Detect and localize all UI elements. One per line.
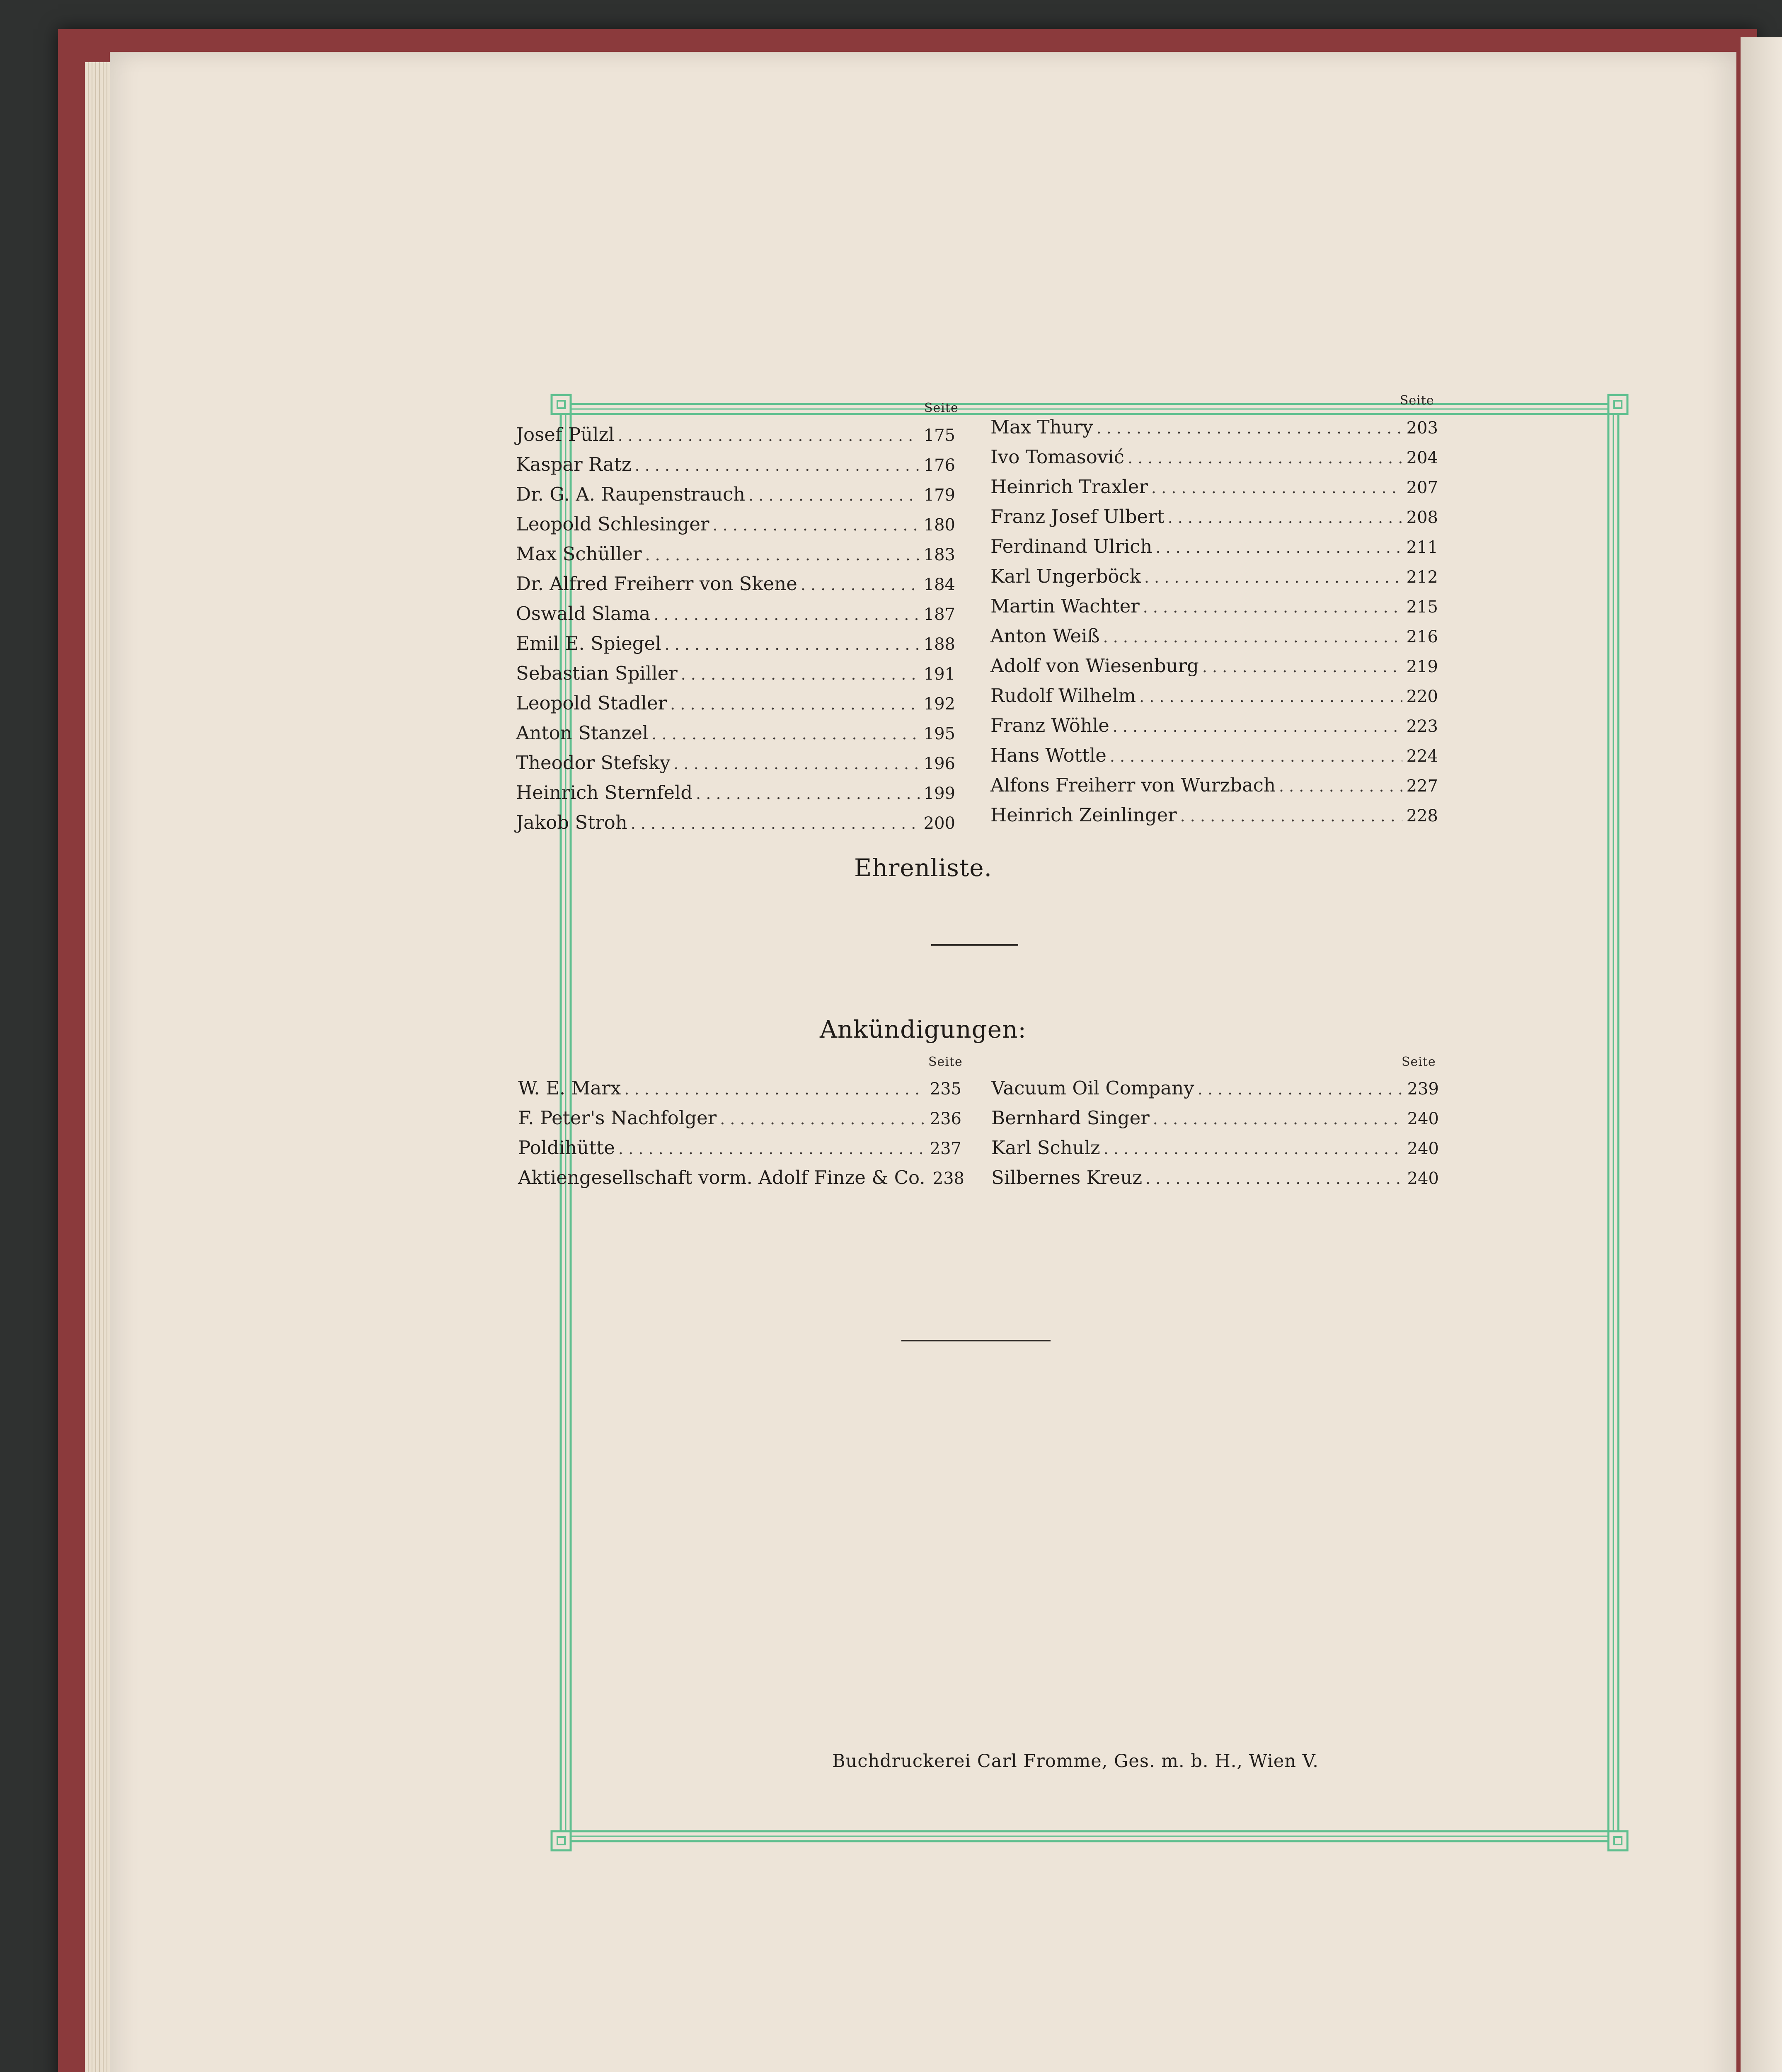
- left-column-header: Seite: [924, 401, 959, 415]
- list-item: Heinrich Sternfeld . . . 199: [516, 778, 955, 808]
- ads-right-column: [991, 1073, 1439, 1193]
- list-item: Alfons Freiherr von Wurzbach . . . 227: [990, 770, 1438, 800]
- list-item: Hans Wottle . . . 224: [990, 741, 1438, 770]
- list-item: Bernhard Singer . . . 240: [991, 1103, 1439, 1133]
- printer-imprint: Buchdruckerei Carl Fromme, Ges. m. b. H., Wien V.: [832, 1751, 1319, 1772]
- list-item: Heinrich Zeinlinger . . . 228: [990, 800, 1438, 830]
- list-item: Theodor Stefsky . . . 196: [516, 748, 955, 778]
- list-item: Karl Ungerböck . . . 212: [990, 562, 1438, 591]
- divider-rule-long: [901, 1340, 1051, 1341]
- list-item: Emil E. Spiegel . . . 188: [516, 629, 955, 658]
- list-item: Aktiengesellschaft vorm. Adolf Finze & Co. 238: [518, 1167, 964, 1188]
- list-item: Silbernes Kreuz . . . 240: [991, 1163, 1439, 1193]
- list-item: Ivo Tomasović . . . 204: [990, 442, 1438, 472]
- list-item: Anton Stanzel . . . 195: [516, 718, 955, 748]
- list-item: W. E. Marx . . . 235: [518, 1073, 961, 1103]
- section-heading-ads: Ankündigungen:: [820, 1015, 1027, 1043]
- list-item: Franz Wöhle . . . 223: [990, 711, 1438, 741]
- list-item: Oswald Slama . . . 187: [516, 599, 955, 629]
- list-item: Jakob Stroh . . . 200: [516, 808, 955, 838]
- list-item: Vacuum Oil Company . . . 239: [991, 1073, 1439, 1103]
- right-column-header: Seite: [1400, 393, 1434, 408]
- list-item: Rudolf Wilhelm . . . 220: [990, 681, 1438, 711]
- list-item: Josef Pülzl . . . 175: [516, 420, 955, 450]
- list-item: Anton Weiß . . . 216: [990, 621, 1438, 651]
- list-item: Karl Schulz . . . 240: [991, 1133, 1439, 1163]
- list-item: Leopold Stadler . . . 192: [516, 688, 955, 718]
- list-item: Max Thury . . . 203: [990, 412, 1438, 442]
- ads-left-column-header: Seite: [928, 1055, 963, 1069]
- list-item: Max Schüller . . . 183: [516, 539, 955, 569]
- list-item: Franz Josef Ulbert . . . 208: [990, 502, 1438, 532]
- ads-left-column: [518, 1073, 964, 1193]
- list-item: Adolf von Wiesenburg . . . 219: [990, 651, 1438, 681]
- list-item: Martin Wachter . . . 215: [990, 591, 1438, 621]
- list-item: Heinrich Traxler . . . 207: [990, 472, 1438, 502]
- list-item: Dr. G. A. Raupenstrauch . . . 179: [516, 479, 955, 509]
- list-item: Dr. Alfred Freiherr von Skene . . . 184: [516, 569, 955, 599]
- list-item: Poldihütte . . . 237: [518, 1133, 961, 1163]
- list-item: F. Peter's Nachfolger . . . 236: [518, 1103, 961, 1133]
- list-item: Leopold Schlesinger . . . 180: [516, 509, 955, 539]
- next-page-edge: [1741, 37, 1782, 2072]
- ads-right-column-header: Seite: [1402, 1055, 1436, 1069]
- section-heading-honor: Ehrenliste.: [854, 854, 993, 882]
- list-item: Ferdinand Ulrich . . . 211: [990, 532, 1438, 562]
- index-right-column: [990, 412, 1438, 830]
- index-left-column: [516, 420, 955, 838]
- book-page: [110, 52, 1736, 2072]
- list-item: Sebastian Spiller . . . 191: [516, 658, 955, 688]
- list-item: Kaspar Ratz . . . 176: [516, 450, 955, 479]
- divider-rule: [931, 944, 1018, 946]
